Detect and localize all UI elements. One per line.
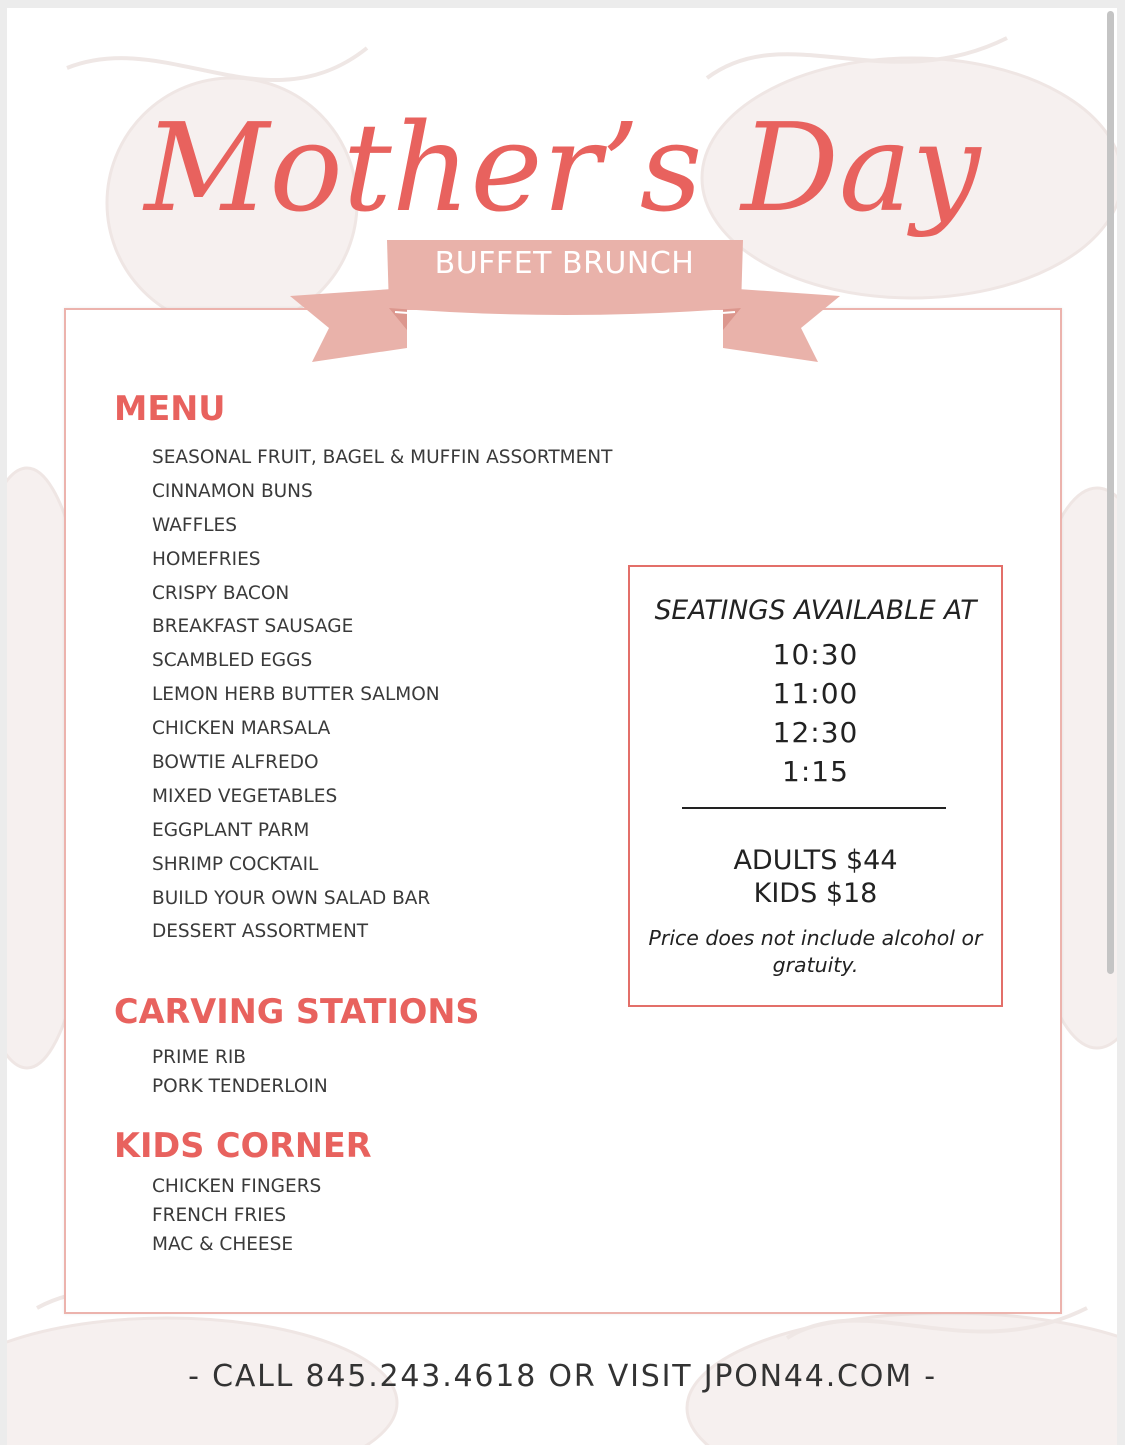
price-note: Price does not include alcohol or gratuity. [648,925,983,977]
list-item: HOMEFRIES [152,548,261,570]
ribbon-subtitle: BUFFET BRUNCH [434,246,695,281]
seatings-box [628,565,1003,1007]
floral-shape [67,48,367,80]
kids-item-list [114,1172,674,1259]
menu-card [64,308,1062,1314]
carving-item-list [114,1043,674,1101]
list-item: CINNAMON BUNS [152,480,313,502]
list-item: BREAKFAST SAUSAGE [152,616,354,638]
list-item: CHICKEN FINGERS [152,1175,322,1197]
section-heading: KIDS CORNER [114,1126,372,1165]
divider [682,807,946,809]
list-item: BUILD YOUR OWN SALAD BAR [152,887,431,909]
list-item: FRENCH FRIES [152,1204,287,1226]
price-adults: ADULTS $44 [733,844,898,876]
list-item: BOWTIE ALFREDO [152,752,319,774]
menu-section [114,389,674,949]
seating-time: 11:00 [772,676,859,710]
kids-corner-section [114,1126,674,1259]
menu-item-list [114,441,674,949]
list-item: SCAMBLED EGGS [152,650,313,672]
list-item: WAFFLES [152,514,237,536]
seating-time: 12:30 [772,715,859,749]
section-heading: MENU [114,389,226,428]
contact-footer: - CALL 845.243.4618 OR VISIT JPON44.COM - [188,1359,937,1394]
list-item: DESSERT ASSORTMENT [152,921,369,943]
vertical-scrollbar-thumb[interactable] [1107,11,1114,974]
price-kids: KIDS $18 [753,877,878,909]
seating-time: 1:15 [782,754,849,788]
list-item: SHRIMP COCKTAIL [152,853,319,875]
list-item: SEASONAL FRUIT, BAGEL & MUFFIN ASSORTMENT [152,447,613,468]
list-item: PRIME RIB [152,1046,246,1068]
list-item: LEMON HERB BUTTER SALMON [152,684,440,706]
price-list [630,844,1001,910]
seatings-heading: SEATINGS AVAILABLE AT [654,595,977,626]
list-item: CHICKEN MARSALA [152,718,331,740]
seating-times [630,635,1001,791]
section-heading: CARVING STATIONS [114,992,480,1031]
list-item: MIXED VEGETABLES [152,785,338,807]
list-item: PORK TENDERLOIN [152,1075,328,1097]
carving-stations-section [114,992,674,1101]
list-item: CRISPY BACON [152,582,290,604]
seating-time: 10:30 [772,637,859,671]
list-item: EGGPLANT PARM [152,819,310,841]
list-item: MAC & CHEESE [152,1233,294,1255]
page-title: Mother’s Day [144,97,981,239]
